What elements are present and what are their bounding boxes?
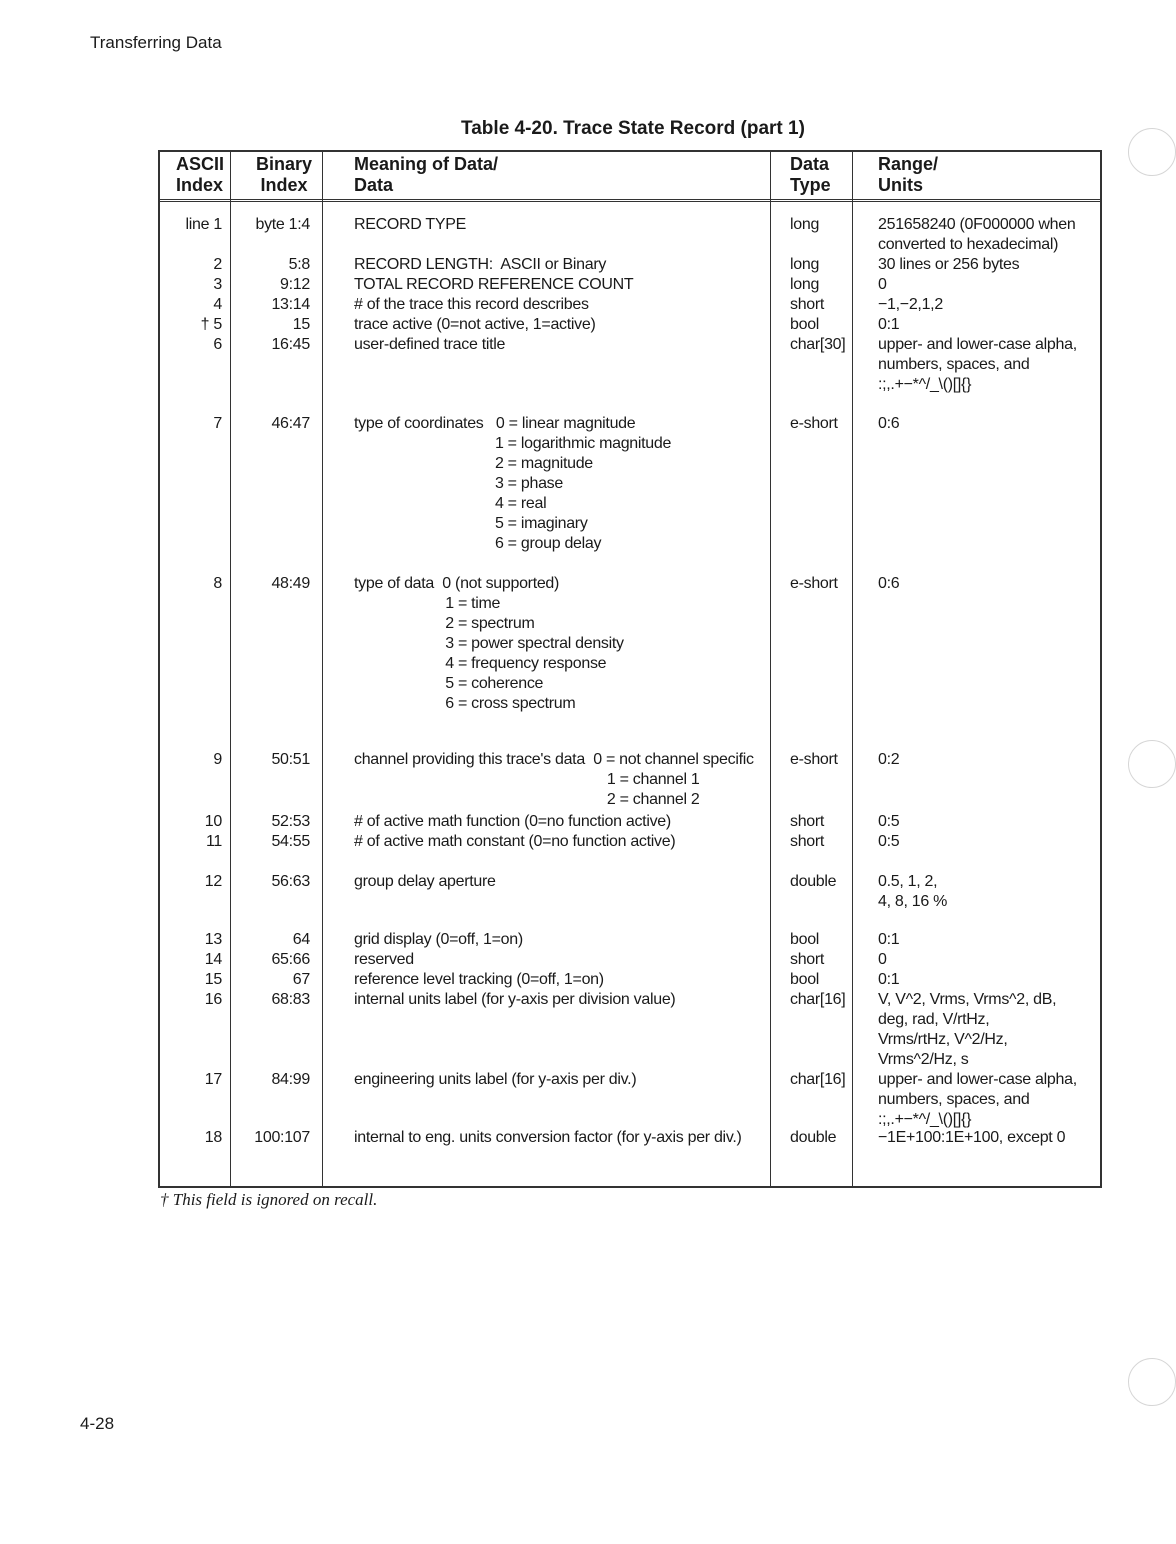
- cell-binary-index: 9:12: [280, 276, 310, 293]
- cell-data-type: bool: [790, 931, 820, 948]
- cell-range-units: upper- and lower-case alpha, numbers, spaces, and :;,.+−*^/_\()[]{}: [878, 1071, 1077, 1128]
- cell-binary-index: 15: [292, 316, 310, 333]
- cell-data-type: short: [790, 296, 825, 313]
- cell-ascii-index: 16: [204, 991, 222, 1008]
- cell-ascii-index: † 5: [200, 316, 222, 333]
- cell-meaning: grid display (0=off, 1=on): [354, 931, 523, 948]
- cell-ascii-index: 3: [213, 276, 222, 293]
- cell-binary-index: 67: [292, 971, 310, 988]
- cell-binary-index: byte 1:4: [255, 216, 310, 233]
- cell-binary-index: 84:99: [271, 1071, 310, 1088]
- cell-binary-index: 65:66: [271, 951, 310, 968]
- cell-binary-index: 68:83: [271, 991, 310, 1008]
- header-binary-index: Binary Index: [256, 154, 313, 195]
- cell-data-type: double: [790, 1129, 837, 1146]
- cell-meaning: channel providing this trace's data 0 = not channel specific 1 = channel 1 2 = channel 2: [354, 751, 754, 808]
- cell-ascii-index: line 1: [185, 216, 222, 233]
- cell-range-units: −1,−2,1,2: [878, 296, 943, 313]
- cell-meaning: internal units label (for y-axis per division value): [354, 991, 676, 1008]
- cell-ascii-index: 9: [213, 751, 222, 768]
- cell-meaning: trace active (0=not active, 1=active): [354, 316, 596, 333]
- cell-range-units: 0: [878, 276, 887, 293]
- footnote: † This field is ignored on recall.: [160, 1190, 378, 1209]
- cell-ascii-index: 6: [213, 336, 222, 353]
- cell-range-units: V, V^2, Vrms, Vrms^2, dB, deg, rad, V/rtHz, Vrms/rtHz, V^2/Hz, Vrms^2/Hz, s: [878, 991, 1057, 1068]
- cell-range-units: 0.5, 1, 2, 4, 8, 16 %: [878, 873, 948, 910]
- cell-data-type: e-short: [790, 575, 838, 592]
- cell-meaning: # of active math function (0=no function active): [354, 813, 671, 830]
- cell-binary-index: 52:53: [271, 813, 310, 830]
- cell-data-type: bool: [790, 971, 820, 988]
- cell-data-type: long: [790, 216, 820, 233]
- cell-ascii-index: 8: [213, 575, 222, 592]
- cell-meaning: RECORD LENGTH: ASCII or Binary: [354, 256, 607, 273]
- page-number: 4-28: [80, 1414, 115, 1433]
- column-divider: [230, 150, 231, 1186]
- cell-binary-index: 13:14: [271, 296, 310, 313]
- running-head: Transferring Data: [90, 33, 222, 52]
- cell-meaning: RECORD TYPE: [354, 216, 466, 233]
- table-title: Table 4-20. Trace State Record (part 1): [461, 118, 805, 139]
- header-meaning: Meaning of Data/ Data: [354, 154, 499, 195]
- trace-state-record-table: [158, 150, 1102, 1188]
- cell-ascii-index: 17: [204, 1071, 222, 1088]
- cell-ascii-index: 18: [204, 1129, 222, 1146]
- cell-meaning: user-defined trace title: [354, 336, 506, 353]
- cell-data-type: e-short: [790, 415, 838, 432]
- cell-binary-index: 48:49: [271, 575, 310, 592]
- punch-hole: [1128, 128, 1176, 176]
- cell-ascii-index: 4: [213, 296, 222, 313]
- cell-binary-index: 64: [292, 931, 310, 948]
- cell-data-type: e-short: [790, 751, 838, 768]
- punch-hole: [1128, 740, 1176, 788]
- cell-data-type: bool: [790, 316, 820, 333]
- cell-ascii-index: 10: [204, 813, 222, 830]
- cell-meaning: type of coordinates 0 = linear magnitude 1 = logarithmic magnitude 2 = magnitude 3 = phase 4 = real 5 = imaginary 6 = group delay: [354, 415, 672, 552]
- cell-range-units: 30 lines or 256 bytes: [878, 256, 1020, 273]
- column-divider: [770, 150, 771, 1186]
- cell-ascii-index: 2: [213, 256, 222, 273]
- cell-data-type: short: [790, 951, 825, 968]
- cell-meaning: group delay aperture: [354, 873, 496, 890]
- cell-range-units: 0:2: [878, 751, 900, 768]
- cell-meaning: # of the trace this record describes: [354, 296, 589, 313]
- cell-data-type: char[16]: [790, 991, 846, 1008]
- cell-data-type: char[16]: [790, 1071, 846, 1088]
- cell-range-units: 0:5: [878, 813, 900, 830]
- header-range-units: Range/ Units: [878, 154, 939, 195]
- cell-ascii-index: 14: [204, 951, 222, 968]
- cell-data-type: short: [790, 833, 825, 850]
- cell-ascii-index: 12: [204, 873, 222, 890]
- cell-range-units: 0:1: [878, 971, 900, 988]
- cell-range-units: upper- and lower-case alpha, numbers, spaces, and :;,.+−*^/_\()[]{}: [878, 336, 1077, 393]
- cell-range-units: 251658240 (0F000000 when converted to hexadecimal): [878, 216, 1076, 253]
- cell-binary-index: 5:8: [288, 256, 310, 273]
- cell-range-units: 0:6: [878, 575, 900, 592]
- cell-meaning: TOTAL RECORD REFERENCE COUNT: [354, 276, 634, 293]
- cell-data-type: long: [790, 256, 820, 273]
- cell-data-type: char[30]: [790, 336, 846, 353]
- cell-binary-index: 100:107: [254, 1129, 310, 1146]
- cell-range-units: 0:1: [878, 931, 900, 948]
- header-data-type: Data Type: [790, 154, 831, 195]
- cell-data-type: long: [790, 276, 820, 293]
- cell-range-units: −1E+100:1E+100, except 0: [878, 1129, 1066, 1146]
- column-divider: [852, 150, 853, 1186]
- cell-data-type: short: [790, 813, 825, 830]
- cell-range-units: 0:6: [878, 415, 900, 432]
- cell-meaning: internal to eng. units conversion factor (for y-axis per div.): [354, 1129, 742, 1146]
- cell-binary-index: 46:47: [271, 415, 310, 432]
- cell-meaning: # of active math constant (0=no function active): [354, 833, 676, 850]
- cell-ascii-index: 7: [213, 415, 222, 432]
- cell-ascii-index: 11: [205, 833, 222, 850]
- cell-binary-index: 50:51: [271, 751, 310, 768]
- punch-hole: [1128, 1358, 1176, 1406]
- cell-binary-index: 56:63: [271, 873, 310, 890]
- column-divider: [322, 150, 323, 1186]
- cell-range-units: 0: [878, 951, 887, 968]
- cell-data-type: double: [790, 873, 837, 890]
- cell-meaning: reserved: [354, 951, 414, 968]
- cell-range-units: 0:5: [878, 833, 900, 850]
- header-ascii-index: ASCII Index: [176, 154, 225, 195]
- cell-meaning: type of data 0 (not supported) 1 = time 2 = spectrum 3 = power spectral density 4 = frequency response 5 = coherence 6 = cross spectrum: [354, 575, 624, 712]
- cell-binary-index: 16:45: [271, 336, 310, 353]
- header-rule: [158, 199, 1102, 202]
- cell-ascii-index: 15: [204, 971, 222, 988]
- cell-binary-index: 54:55: [271, 833, 310, 850]
- cell-meaning: engineering units label (for y-axis per div.): [354, 1071, 637, 1088]
- cell-ascii-index: 13: [204, 931, 222, 948]
- cell-range-units: 0:1: [878, 316, 900, 333]
- cell-meaning: reference level tracking (0=off, 1=on): [354, 971, 604, 988]
